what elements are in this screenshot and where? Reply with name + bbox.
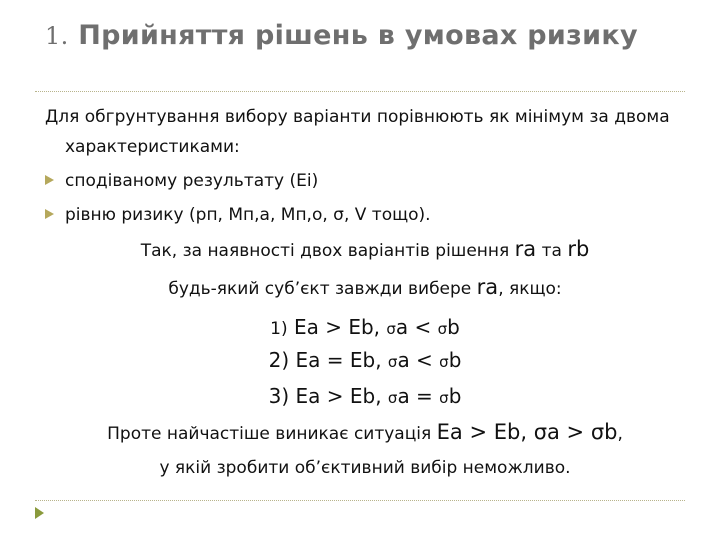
condition-end: b [448, 384, 462, 408]
condition-end: b [447, 315, 460, 339]
bullet-item [45, 166, 685, 196]
bullet-text: рівню ризику (рп, Мп,а, Мп,о, σ, V тощо). [65, 205, 431, 225]
condition-expected: Ea > Eb, [287, 315, 387, 339]
condition-index: 3) [268, 384, 290, 408]
choice-line-2 [45, 272, 685, 304]
slide-marker-icon [35, 507, 44, 519]
condition-relation: a = [397, 384, 440, 408]
slide-body [45, 102, 685, 483]
condition-index: 1) [270, 319, 288, 339]
sigma-symbol: σ [387, 353, 398, 371]
sigma-symbol: σ [386, 320, 396, 338]
connector-text: та [536, 241, 568, 261]
sigma-symbol: σ [439, 389, 449, 407]
however-text: Проте найчастіше виникає ситуація [107, 424, 437, 444]
sigma-symbol: σ [387, 389, 398, 407]
condition-expected: Ea = Eb, [289, 348, 388, 372]
conclusion-line: у якій зробити об’єктивний вибір неможливо. [159, 458, 571, 478]
sigma-symbol: σ [439, 353, 449, 371]
bullet-arrow-icon [45, 175, 54, 185]
title-number: 1. [45, 22, 69, 50]
however-condition: Ea > Eb, σa > σb [436, 420, 618, 444]
condition-index: 2) [268, 348, 290, 372]
title-text: Прийняття рішень в умовах ризику [68, 20, 638, 51]
variant-ra: ra [476, 275, 499, 299]
bullet-text: сподіваному результату (Еі) [65, 171, 319, 191]
condition-relation: a < [397, 348, 440, 372]
however-line [45, 417, 685, 449]
variant-ra: ra [514, 237, 537, 261]
choice-line-1 [45, 234, 685, 266]
condition-relation: a < [395, 315, 438, 339]
sigma-symbol: σ [437, 320, 448, 338]
condition-3 [45, 383, 685, 411]
however-punct: , [617, 424, 623, 444]
condition-2 [45, 347, 685, 375]
choice-text: будь-який суб’єкт завжди вибере [168, 279, 477, 299]
bullet-item [45, 200, 685, 230]
intro-text: Для обгрунтування вибору варіанти порівнюють як мінімум за двома характеристиками: [45, 107, 670, 157]
condition-expected: Ea > Eb, [289, 384, 388, 408]
footer-divider [35, 500, 685, 501]
title-divider [35, 91, 685, 92]
bullet-arrow-icon [45, 209, 54, 219]
variant-rb: rb [567, 237, 590, 261]
slide-title [45, 18, 695, 54]
condition-end: b [448, 348, 462, 372]
condition-1 [45, 314, 685, 342]
choice-text: , якщо: [498, 279, 562, 299]
choice-text: Так, за наявності двох варіантів рішення [140, 241, 515, 261]
